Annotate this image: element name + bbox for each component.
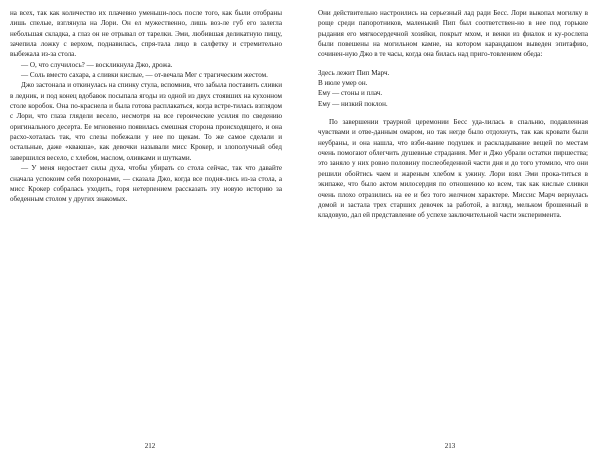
paragraph: По завершении траурной церемонии Бесс уда-лилась в спальню, подавленная чувствами и отве-данным омаром, но так негде было отдохнуть, так как кровати были неубраны, и она нашла, что взби-вание подушек и раскладывание вещей по местам очень помогают облегчить душевные страдания. Мег и Джо убрали остатки пиршества; это заняло у них ровно половину послеобеденной части дня и до того утомило, что они решили обойтись чаем и жареным хлебом к ужину. Лори взял Эми прока-титься в экипаже, что было актом милосердия по отношению ко всем, так как кислые сливки очень плохо отразились на ее и без того желчном характере. Миссис Марч вернулась домой и застала трех старших девочек за работой, а взгляд, мельком брошенный в кладовую, дал ей представление об успехе заключительной части эксперимента. [318, 118, 588, 220]
paragraph: Они действительно настроились на серьезный лад ради Бесс. Лори выкопал могилку в роще среди папоротников, маленький Пип был соответствен-но в нее под горькие рыдания его мягкосердечной хозяйки, покрыт мхом, и венки из фиалок и ку-рослепа были повешены на могильном камне, на котором карандашом выведен эпитафию, сочинен-ную Джо в те часы, когда она билась над приго-товлением обеда: [318, 9, 588, 59]
paragraph: — О, что случилось? — воскликнула Джо, дрожа. [21, 60, 173, 69]
verse-line: Ему — низкий поклон. [318, 99, 388, 108]
page-right-body [318, 8, 588, 221]
page-number-left: 212 [144, 442, 156, 450]
page-number-right: 213 [444, 442, 456, 450]
verse-line: В июле умер он. [318, 79, 368, 88]
verse-line: Ему — стоны и плач. [318, 89, 383, 98]
paragraph: Джо застонала и откинулась на спинку стула, вспомнив, что забыла поставить сливки в ледник, и под конец вдобавок посыпала ягоды из одной из двух стоявших на кухонном столе коробок. Она по-краснела и была готова расплакаться, когда встре-тилась взглядом с Лори, что глаза глядели весело, несмотря на все героические усилия по сведению оригинального десерта. Ее мгновенно появилась смешная сторона происходящего, и она расхо-хоталась так, что слезы побежали у нее по щекам. То же самое сделали и остальные, даже «квакша», как девочки называли мисс Крокер, и злополучный обед завершился весело, с хлебом, маслом, оливками и шутками. [10, 81, 282, 162]
page-left-body [10, 8, 282, 205]
epitaph-verse [318, 68, 588, 109]
paragraph: на всех, так как количество их плачевно уменьши-лось после того, как были отобраны лишь спелые, взглянула на Лори. Он ел мужественно, лишь воз-ле губ его залегла небольшая складка, а глаз он не отрывал от тарелки. Эми, любившая деликатную пищу, зачепила ложку с верхом, поднавилась, спря-тала лицо в салфетку и стремительно выбежала из-за стола. [10, 9, 282, 59]
paragraph: — Соль вместо сахара, а сливки кислые, — от-вечала Мег с трагическим жестом. [21, 71, 268, 80]
page-right [300, 0, 600, 466]
verse-line: Здесь лежит Пип Марч. [318, 68, 390, 77]
paragraph: — У меня недостает силы духа, чтобы убирать со стола сейчас, так что давайте сначала успокоим себя похоронами, — сказала Джо, когда все подня-лись из-за стола, а мисс Крокер собралась уходить, горя нетерпением рассказать эту новую историю за обеденным столом у других знакомых. [10, 164, 282, 204]
